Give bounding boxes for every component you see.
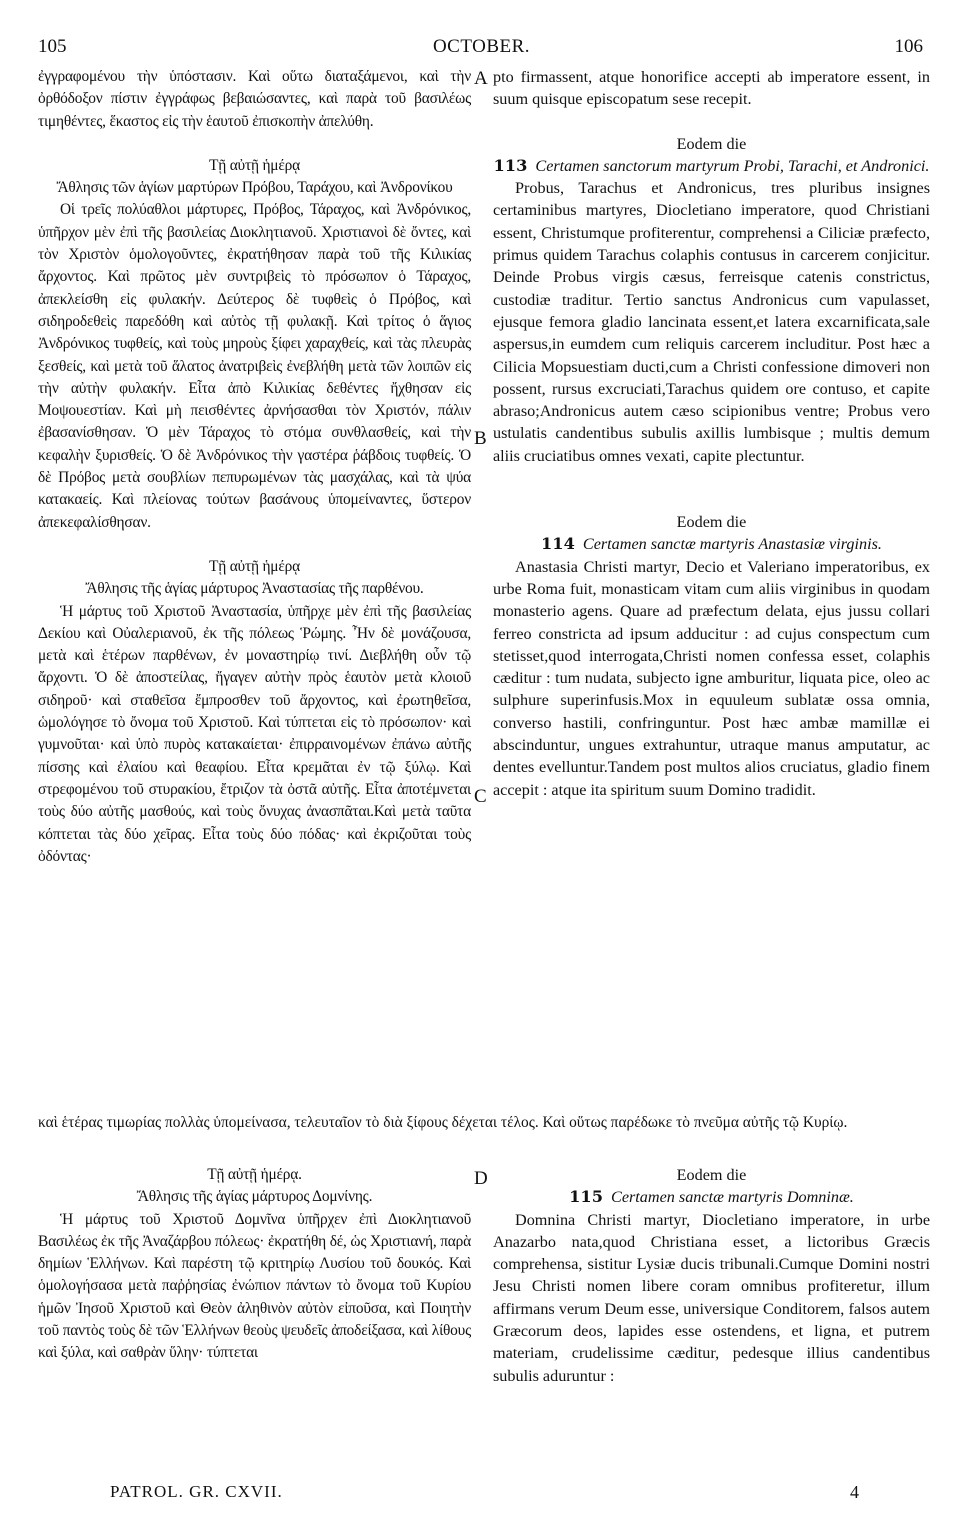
margin-marker-b: B	[474, 428, 487, 449]
greek-full-width-continuation: καὶ ἑτέρας τιμωρίας πολλὰς ὑπομείνασα, τελευταῖον τὸ διὰ ξίφους δέχεται τέλος. Καὶ οὕτως παρέδωκε τὸ πνεῦμα αὐτῆς τῷ Κυρίῳ.	[38, 1114, 848, 1131]
latin-section-3-day: Eodem die	[676, 1166, 747, 1184]
greek-column-top	[38, 66, 471, 868]
latin-section-1-number: 113	[493, 155, 528, 175]
margin-marker-d: D	[474, 1168, 488, 1189]
running-title: OCTOBER.	[432, 36, 531, 57]
latin-section-1-title: Certamen sanctorum martyrum Probi, Tarachi, et Andronici.	[535, 156, 930, 175]
greek-section-3-day: Τῇ αὐτῇ ἡμέρᾳ.	[207, 1166, 302, 1183]
greek-section-3-title: Ἄθλησις τῆς ἁγίας μάρτυρος Δομνίνης.	[136, 1188, 373, 1206]
margin-marker-a: A	[474, 68, 488, 89]
greek-section-1-title: Ἄθλησις τῶν ἁγίων μαρτύρων Πρόβου, Ταράχου, καὶ Ἀνδρονίκου	[56, 179, 453, 197]
greek-column-bottom	[38, 1164, 471, 1365]
latin-section-2-number: 114	[541, 534, 575, 554]
greek-section-2-day: Τῇ αὐτῇ ἡμέρᾳ	[209, 557, 300, 575]
latin-section-2-day: Eodem die	[676, 513, 747, 532]
left-page-number: 105	[38, 36, 67, 57]
latin-section-3-title: Certamen sanctæ martyris Domninæ.	[611, 1188, 854, 1207]
greek-section-1-day: Τῇ αὐτῇ ἡμέρᾳ	[209, 156, 300, 174]
latin-section-2-heading	[493, 533, 930, 555]
latin-column-top	[493, 66, 930, 801]
latin-section-3-number: 115	[569, 1187, 603, 1207]
latin-section-2-title: Certamen sanctæ martyris Anastasiæ virginis.	[582, 535, 882, 554]
right-page-number: 106	[894, 36, 923, 57]
latin-section-1-day: Eodem die	[676, 134, 747, 153]
latin-section-1-body: Probus, Tarachus et Andronicus, tres pluribus insignes certaminibus martyres, Diocletiano imperatore, quod Christiani essent, Christumque profiterentur, comprehensi a Ciliciæ præfecto, primus quidem Tarachus colaphis contusus in carcerem conjicitur. Deinde Probus virgis cæsus, ferreisque catenis constrictus, custodiæ traditur. Tertio sanctus Andronicus cum vapulasset, ejusque femora gladio lancinata essent,et latera excarnificata,sale aspersus,in eumdem cum reliquis carcerem includitur. Post hæc a Cilicia Mopsuestiam ducti,cum a Christi confessione dimoveri non possent, rursus excruciati,Tarachus quidem ore contuso, et capite abraso;Andronicus autem cæso scipionibus ventre; Probus vero ustulatis candentibus subulis axillis lumbisque ; multis demum aliis cruciatibus omnes vexati, capite plectuntur.	[493, 179, 930, 465]
latin-section-1-heading	[493, 155, 930, 177]
latin-section-3-body: Domnina Christi martyr, Diocletiano imperatore, in urbe Anazarbo nata,quod Christiana esset, a lictoribus Græcis comprehensa, sistitur Lysiæ ducis tribunali.Cumque Domini nostri Jesu Christi nomen libere coram omnibus profiteretur, illum affirmans verum Deum esse, universique Conditorem, falsos autem Græcorum deos, lapides esse ostendens, et ligna, et putrem materiam, crudelissime cæditur, pedesque illius candentibus subulis aduruntur :	[493, 1210, 930, 1385]
greek-section-2-body: Ἡ μάρτυς τοῦ Χριστοῦ Ἀναστασία, ὑπῆρχε μὲν ἐπὶ τῆς βασιλείας Δεκίου καὶ Οὐαλεριανοῦ, ἐκ τῆς πόλεως Ῥώμης. Ἦν δὲ μονάζουσα, μετὰ καὶ ἑτέρων παρθένων, ἐν μοναστηρίῳ τινί. Διεβλήθη οὖν τῷ ἄρχοντι. Ὁ δὲ ἀποστείλας, ἤγαγεν αὐτὴν πρὸς ἑαυτὸν μετὰ κλοιοῦ σιδηροῦ· καὶ σταθεῖσα ἔμπροσθεν τοῦ ἄρχοντος, καὶ ἐρωτηθεῖσα, ὡμολόγησε τὸ ὄνομα τοῦ Χριστοῦ. Καὶ τύπτεται εἰς τὸ πρόσωπον· καὶ γυμνοῦται· καὶ ὑπὸ πυρὸς κατακαίεται· ἐπιρραινομένων ἐπάνω αὐτῆς πίσσης καὶ ἐλαίου καὶ θεαφίου. Εἶτα κρεμᾶται ἐν τῷ ξύλῳ. Καὶ στρεφομένου τοῦ στυρακίου, ἔτριζον τὰ ὀστᾶ αὐτῆς. Εἶτα ἀποτέμνεται τοὺς δύο αὐτῆς μασθούς, καὶ τοὺς ὄνυχας ἀνασπᾶται.Καὶ μετὰ ταῦτα κόπτεται τὰς δύο χεῖρας. Εἶτα τοὺς δύο πόδας· καὶ ἐκριζοῦται τοὺς ὀδόντας·	[38, 602, 471, 865]
latin-intro: pto firmassent, atque honorifice accepti ab imperatore essent, in suum quisque episcopatum sese recepit.	[493, 68, 930, 109]
greek-section-2-title: Ἄθλησις τῆς ἁγίας μάρτυρος Ἀναστασίας τῆς παρθένου.	[85, 580, 424, 598]
latin-section-3-heading	[493, 1186, 930, 1208]
greek-section-3-body: Ἡ μάρτυς τοῦ Χριστοῦ Δομνῖνα ὑπῆρχεν ἐπὶ Διοκλητιανοῦ Βασιλέως ἐκ τῆς Ἀναζάρβου πόλεως· ἐκρατήθη δέ, ὡς Χριστιανή, παρὰ δημίων Ἑλλήνων. Καὶ παρέστη τῷ κριτηρίῳ Λυσίου τοῦ δουκός. Καὶ ὁμολογήσασα μετὰ παῤῥησίας ἐνώπιον πάντων τὸ ὄνομα τοῦ Κυρίου ἡμῶν Ἰησοῦ Χριστοῦ καὶ Θεὸν ἀληθινὸν αὐτὸν εἰποῦσα, καὶ Ποιητὴν τοῦ παντὸς τοὺς δὲ τῶν Ἑλλήνων θεοὺς ψευδεῖς ἀποδείξασα, καὶ λίθους καὶ ξύλα, καὶ σαθρὰν ὕλην· τύπτεται	[38, 1210, 471, 1362]
latin-section-2-body: Anastasia Christi martyr, Decio et Valeriano imperatoribus, ex urbe Roma fuit, monasticam vitam cum aliis virginibus in quodam monasterio agens. Quare ad præfectum delata, ejus jussu collari ferreo constricta ad ipsum adducitur : ad cujus conspectum cum stetisset,quod interrogata,Christi nomen confessa esset, colaphis cæditur : tum nudata, subjecto igne amburitur, liquata pice, oleo ac sulphure superinfusis.Mox in equuleum sublatæ ossa omnia, converso hastili, confringuntur. Post hæc ambæ mamillæ ei abscinduntur, ungues extrahuntur, utraque manus amputatur, ac dentes evelluntur.Tandem post multos alios cruciatus, gladio finem accepit : atque ita spiritum suum Domino tradidit.	[493, 557, 930, 799]
footer-signature: PATROL. GR. CXVII.	[110, 1482, 283, 1501]
latin-column-bottom	[493, 1164, 930, 1387]
greek-intro: ἐγγραφομένου τὴν ὑπόστασιν. Καὶ οὕτω διαταξάμενοι, καὶ τὴν ὀρθόδοξον πίστιν ἐγγράφως βεβαιώσαντες, καὶ παρὰ τοῦ βασιλέως τιμηθέντες, ἕκαστος εἰς τὴν ἑαυτοῦ ἐπισκοπὴν ἀπελύθη.	[38, 68, 471, 130]
footer-sheet-number: 4	[850, 1482, 859, 1502]
greek-section-1-body: Οἱ τρεῖς πολύαθλοι μάρτυρες, Πρόβος, Τάραχος, καὶ Ἀνδρόνικος, ὑπῆρχον μὲν ἐπὶ τῆς βασιλείας Διοκλητιανοῦ. Χριστιανοὶ δὲ ὄντες, καὶ τὸν Χριστὸν ὁμολογοῦντες, ἐκρατήθησαν παρὰ τοῦ τῆς Κιλικίας ἄρχοντος. Καὶ πρῶτος μὲν συντριβεὶς τὸ πρόσωπον ὁ Τάραχος, ἀπεκλείσθη εἰς φυλακήν. Δεύτερος δὲ τυφθεὶς ὁ Πρόβος, καὶ σιδηροδεθεὶς παρεδόθη καὶ αὐτὸς τῇ φυλακῇ. Καὶ τρίτος ὁ ἅγιος Ἀνδρόνικος τυφθείς, καὶ τοὺς μηροὺς ξίφει χαραχθείς, καὶ τὰς πλευρὰς ξεσθείς, καὶ μετὰ τοῦ ἅλατος ἀνατριβεὶς ἐνεβλήθη μετὰ τῶν λοιπῶν εἰς τὴν αὐτὴν φυλακήν. Εἶτα ἀπὸ Κιλικίας δεθέντες ἤχθησαν εἰς Μοψουεστίαν. Καὶ μὴ πεισθέντες ἀρνήσασθαι τὸν Χριστόν, πάλιν ἐβασανίσθησαν. Ὁ μὲν Τάραχος τὸ στόμα συνθλασθείς, καὶ τὴν κεφαλὴν ξυρισθείς. Ὁ δὲ Ἀνδρόνικος τὴν γαστέρα ῥάβδοις τυφθείς. Ὁ δὲ Πρόβος μετὰ σουβλίων πεπυρωμένων τὰς μασχάλας, καὶ τὰ ψύα κατακαείς. Καὶ πλείονας τούτων βασάνους ὑπομείναντες, ὕστερον ἀπεκεφαλίσθησαν.	[38, 201, 471, 531]
margin-marker-c: C	[474, 786, 487, 807]
